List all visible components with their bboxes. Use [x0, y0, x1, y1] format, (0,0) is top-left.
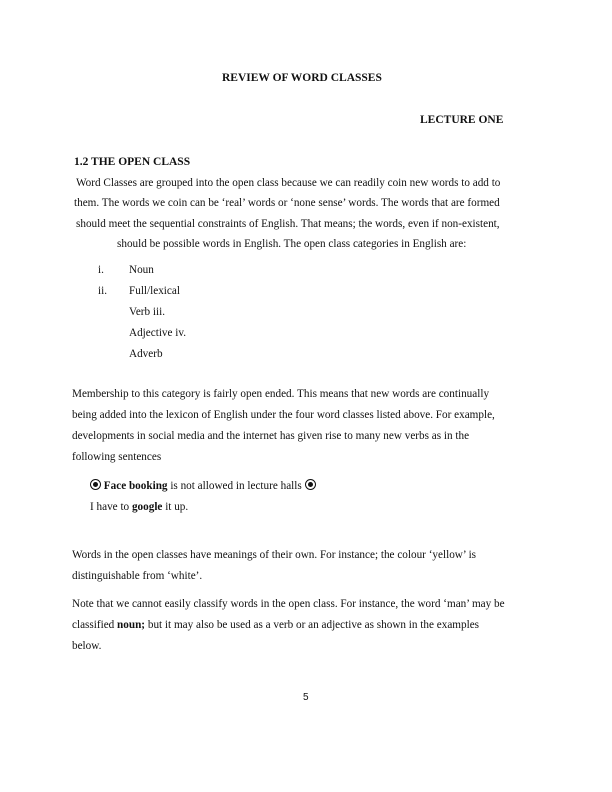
meaning-line: Words in the open classes have meanings of their own. For instance; the colour ‘yellow’ is: [72, 549, 477, 561]
list-item: Noun: [129, 264, 154, 276]
membership-line: Membership to this category is fairly open ended. This means that new words are continually: [72, 388, 490, 400]
list-item: Adjective iv.: [129, 327, 187, 339]
note-text: classified: [72, 619, 118, 631]
example-text: I have to: [90, 501, 132, 513]
list-item: Verb iii.: [129, 306, 166, 318]
membership-line: being added into the lexicon of English under the four word classes listed above. For example,: [72, 409, 495, 421]
example-bold-word: google: [131, 501, 163, 513]
list-number: i.: [98, 264, 104, 276]
note-line: [72, 615, 479, 636]
example-sentence-1: [90, 476, 316, 497]
membership-line: developments in social media and the internet has given rise to many new verbs as in the: [72, 430, 470, 442]
note-bold-word: noun;: [117, 619, 146, 631]
list-item: Full/lexical: [129, 285, 180, 297]
section-title: 1.2 THE OPEN CLASS: [74, 156, 191, 168]
note-line: Note that we cannot easily classify words in the open class. For instance, the word ‘man’ may be: [72, 598, 505, 610]
intro-line: should be possible words in English. The open class categories in English are:: [117, 238, 467, 250]
example-sentence-2: [90, 497, 188, 518]
lecture-label: LECTURE ONE: [420, 114, 504, 126]
meaning-line: distinguishable from ‘white’.: [72, 570, 203, 582]
list-number: ii.: [98, 285, 108, 297]
note-text: but it may also be used as a verb or an adjective as shown in the examples: [145, 619, 480, 631]
example-text: is not allowed in lecture halls: [167, 480, 305, 492]
membership-line: following sentences: [72, 451, 162, 463]
intro-line: should meet the sequential constraints of English. That means; the words, even if non-existent,: [76, 218, 500, 230]
page-number: 5: [303, 692, 309, 703]
note-line: below.: [72, 640, 102, 652]
example-bold-word: Face booking: [103, 480, 168, 492]
target-bullet-icon: [90, 479, 101, 490]
intro-line: them. The words we coin can be ‘real’ words or ‘none sense’ words. The words that are formed: [74, 197, 500, 209]
intro-line: Word Classes are grouped into the open class because we can readily coin new words to add to: [76, 177, 501, 189]
document-heading: REVIEW OF WORD CLASSES: [222, 72, 382, 84]
list-item: Adverb: [129, 348, 163, 360]
example-text: it up.: [162, 501, 189, 513]
target-bullet-icon: [305, 479, 316, 490]
